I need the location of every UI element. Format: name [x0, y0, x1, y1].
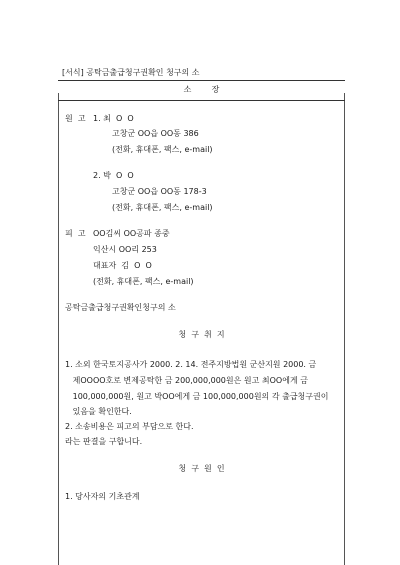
defendant-name: OO김씨 OO공파 종중 — [93, 229, 170, 238]
plaintiff-prefix: 원 고 — [65, 114, 86, 123]
document-title: 소 장 — [183, 85, 220, 94]
claim-line: 있음을 확인한다. — [65, 407, 132, 416]
case-name: 공탁금출급청구권확인청구의 소 — [65, 303, 176, 312]
claim-line: 1. 소외 한국토지공사가 2000. 2. 14. 전주지방법원 군산지원 2000. 금 — [65, 360, 317, 369]
plaintiff-2-name: 2. 박 O O — [93, 171, 134, 180]
plaintiff-2-address: 고창군 OO읍 OO동 178-3 — [112, 187, 207, 196]
defendant-contact: (전화, 휴대폰, 팩스, e-mail) — [93, 277, 194, 286]
plaintiff-2-contact: (전화, 휴대폰, 팩스, e-mail) — [112, 203, 213, 212]
defendant-prefix: 피 고 — [65, 229, 86, 238]
left-border — [58, 93, 59, 565]
claim-line: 라는 판결을 구합니다. — [65, 437, 143, 446]
plaintiff-1-contact: (전화, 휴대폰, 팩스, e-mail) — [112, 145, 213, 154]
claim-line: 제OOOO호로 변제공탁한 금 200,000,000원은 원고 최OO에게 금 — [65, 376, 308, 385]
plaintiff-1-name: 1. 최 O O — [93, 114, 134, 123]
claim-cause-first-item: 1. 당사자의 기초관계 — [65, 492, 140, 501]
right-border — [344, 93, 345, 565]
claim-line: 100,000,000원, 원고 박OO에게 금 100,000,000원의 각 출급청구권이 — [65, 392, 329, 401]
top-border — [58, 80, 345, 81]
defendant-address: 익산시 OO리 253 — [93, 245, 157, 254]
claim-line: 2. 소송비용은 피고의 부담으로 한다. — [65, 422, 194, 431]
document-label: [서식] 공탁금출급청구권확인 청구의 소 — [62, 68, 200, 77]
claim-cause-heading: 청 구 원 인 — [178, 464, 225, 473]
defendant-representative: 대표자 김 O O — [93, 261, 152, 270]
plaintiff-1-address: 고창군 OO읍 OO동 386 — [112, 129, 199, 138]
claim-purpose-heading: 청 구 취 지 — [178, 330, 225, 339]
title-divider — [58, 100, 345, 101]
